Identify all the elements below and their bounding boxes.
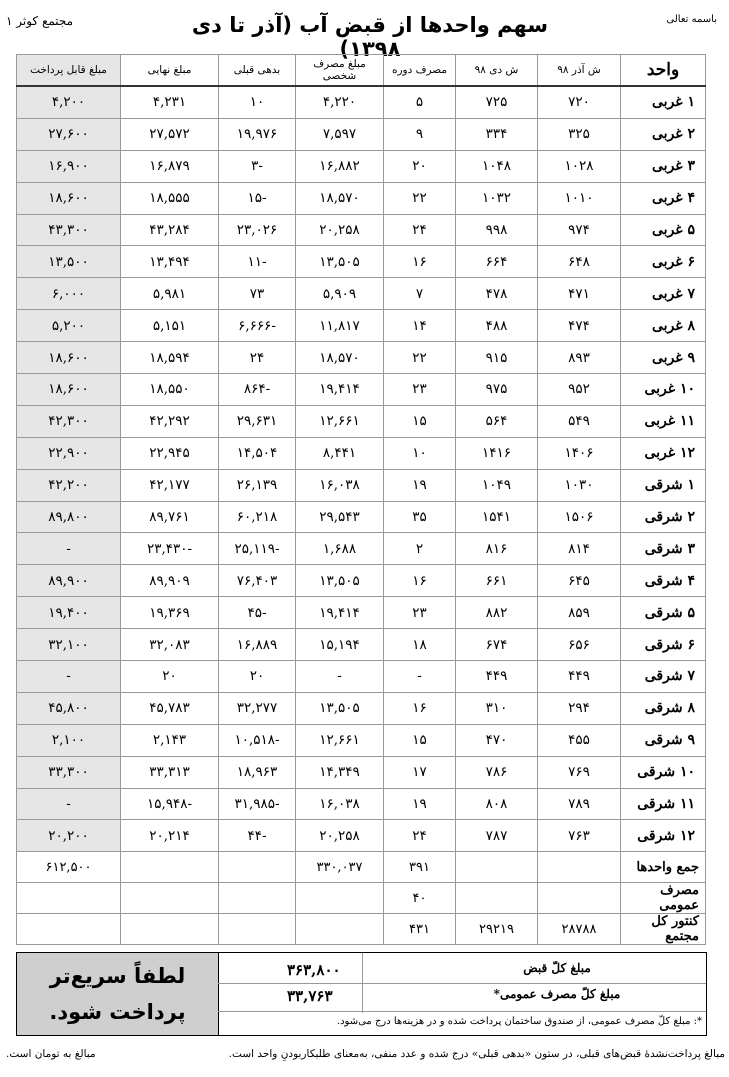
totals-row [17,852,706,883]
personal-amount-cell: ۵,۹۰۹ [296,278,384,310]
totals-cell [296,914,384,945]
azar-reading-cell: ۱۰۱۰ [538,182,621,214]
final-amount-cell: ۴۳,۲۸۴ [121,214,219,246]
table-row [17,214,706,246]
payable-amount-cell: ۲۲,۹۰۰ [17,437,121,469]
personal-amount-cell: ۱۳,۵۰۵ [296,565,384,597]
final-amount-cell: ۴,۲۳۱ [121,86,219,118]
dey-reading-cell: ۹۱۵ [456,342,538,374]
period-usage-cell: ۲۲ [384,182,456,214]
final-amount-cell: ۵,۹۸۱ [121,278,219,310]
final-amount-cell: -۲۳,۴۳۰ [121,533,219,565]
unit-cell: ۴ شرقی [621,565,706,597]
period-usage-cell: ۱۸ [384,629,456,661]
table-row [17,820,706,852]
totals-cell [121,883,219,914]
total-bill-value: ۳۶۳,۸۰۰ [287,961,341,979]
period-usage-cell: ۷ [384,278,456,310]
unit-cell: ۸ غربی [621,310,706,342]
dey-reading-cell: ۱۰۴۸ [456,150,538,182]
table-body [17,86,706,945]
personal-amount-cell: ۱۳,۵۰۵ [296,692,384,724]
azar-reading-cell: ۸۵۹ [538,597,621,629]
totals-cell [538,852,621,883]
table-row [17,724,706,756]
dey-reading-cell: ۱۰۳۲ [456,182,538,214]
table-row [17,405,706,437]
totals-cell: ۳۹۱ [384,852,456,883]
final-amount-cell: ۴۲,۱۷۷ [121,469,219,501]
period-usage-cell: ۵ [384,86,456,118]
unit-cell: ۵ غربی [621,214,706,246]
totals-cell: ۶۱۲,۵۰۰ [17,852,121,883]
divider [218,983,706,984]
previous-debt-cell: -۴۵ [219,597,296,629]
final-amount-cell: ۱۹,۳۶۹ [121,597,219,629]
payable-amount-cell: ۸۹,۸۰۰ [17,501,121,533]
column-header: بدهی قبلی [219,55,296,87]
divider [218,1011,706,1012]
personal-amount-cell: ۱۳,۵۰۵ [296,246,384,278]
unit-cell: ۲ غربی [621,118,706,150]
dey-reading-cell: ۴۷۰ [456,724,538,756]
totals-cell: ۲۸۷۸۸ [538,914,621,945]
previous-debt-cell: ۱۶,۸۸۹ [219,629,296,661]
column-header: ش آذر ۹۸ [538,55,621,87]
totals-cell [121,852,219,883]
totals-label: مصرف عمومی [621,883,706,914]
water-bill-table [16,54,706,945]
unit-cell: ۹ شرقی [621,724,706,756]
dey-reading-cell: ۴۷۸ [456,278,538,310]
personal-amount-cell: ۷,۵۹۷ [296,118,384,150]
previous-debt-cell: -۴۴ [219,820,296,852]
totals-cell: ۴۰ [384,883,456,914]
payable-amount-cell: ۳۲,۱۰۰ [17,629,121,661]
previous-debt-cell: ۷۳ [219,278,296,310]
totals-cell: ۴۳۱ [384,914,456,945]
personal-amount-cell: ۱۶,۸۸۲ [296,150,384,182]
period-usage-cell: ۱۹ [384,469,456,501]
period-usage-cell: - [384,661,456,693]
payable-amount-cell: - [17,533,121,565]
payable-amount-cell: ۲,۱۰۰ [17,724,121,756]
azar-reading-cell: ۱۵۰۶ [538,501,621,533]
payable-amount-cell: ۲۷,۶۰۰ [17,118,121,150]
totals-cell [17,914,121,945]
final-amount-cell: ۳۳,۳۱۳ [121,756,219,788]
personal-amount-cell: ۸,۴۴۱ [296,437,384,469]
dey-reading-cell: ۶۷۴ [456,629,538,661]
azar-reading-cell: ۴۷۱ [538,278,621,310]
dey-reading-cell: ۷۲۵ [456,86,538,118]
azar-reading-cell: ۴۵۵ [538,724,621,756]
azar-reading-cell: ۳۲۵ [538,118,621,150]
dey-reading-cell: ۶۶۱ [456,565,538,597]
debt-explanation: مبالغ پرداخت‌نشدهٔ قبض‌های قبلی، در ستون «بدهی قبلی» درج شده و عدد منفی، به‌معنای طلبکاربودنِ واحد است. [228,1048,725,1060]
column-header: واحد [621,55,706,87]
unit-cell: ۱ شرقی [621,469,706,501]
final-amount-cell: ۲۷,۵۷۲ [121,118,219,150]
totals-row [17,883,706,914]
column-header: مبلغ مصرف شخصی [296,55,384,87]
table-row [17,692,706,724]
final-amount-cell: ۲۲,۹۴۵ [121,437,219,469]
previous-debt-cell: -۸۶۴ [219,374,296,406]
previous-debt-cell: -۱۱ [219,246,296,278]
dey-reading-cell: ۷۸۷ [456,820,538,852]
final-amount-cell: ۵,۱۵۱ [121,310,219,342]
dey-reading-cell: ۹۹۸ [456,214,538,246]
previous-debt-cell: ۲۹,۶۳۱ [219,405,296,437]
table-row [17,629,706,661]
totals-cell [219,883,296,914]
azar-reading-cell: ۱۰۳۰ [538,469,621,501]
previous-debt-cell: -۲۵,۱۱۹ [219,533,296,565]
reminder-line: لطفاً سریع‌تر [49,964,186,988]
unit-cell: ۷ غربی [621,278,706,310]
personal-amount-cell: ۲۹,۵۴۳ [296,501,384,533]
final-amount-cell: ۱۸,۵۹۴ [121,342,219,374]
azar-reading-cell: ۵۴۹ [538,405,621,437]
period-usage-cell: ۱۵ [384,405,456,437]
payable-amount-cell: - [17,661,121,693]
period-usage-cell: ۱۶ [384,246,456,278]
table-row [17,310,706,342]
unit-cell: ۱۲ شرقی [621,820,706,852]
final-amount-cell: ۲,۱۴۳ [121,724,219,756]
table-row [17,374,706,406]
table-row [17,533,706,565]
previous-debt-cell: -۶,۶۶۶ [219,310,296,342]
azar-reading-cell: ۷۸۹ [538,788,621,820]
payable-amount-cell: - [17,788,121,820]
final-amount-cell: -۱۵,۹۴۸ [121,788,219,820]
unit-cell: ۱۱ شرقی [621,788,706,820]
dey-reading-cell: ۶۶۴ [456,246,538,278]
dey-reading-cell: ۴۴۹ [456,661,538,693]
table-row [17,182,706,214]
payable-amount-cell: ۱۸,۶۰۰ [17,374,121,406]
dey-reading-cell: ۸۸۲ [456,597,538,629]
unit-cell: ۸ شرقی [621,692,706,724]
payable-amount-cell: ۱۳,۵۰۰ [17,246,121,278]
payable-amount-cell: ۴,۲۰۰ [17,86,121,118]
personal-amount-cell: ۲۰,۲۵۸ [296,820,384,852]
payable-amount-cell: ۸۹,۹۰۰ [17,565,121,597]
payable-amount-cell: ۶,۰۰۰ [17,278,121,310]
period-usage-cell: ۱۵ [384,724,456,756]
personal-amount-cell: ۱۹,۴۱۴ [296,374,384,406]
final-amount-cell: ۱۸,۵۵۰ [121,374,219,406]
reminder-line: پرداخت شود. [49,1000,186,1024]
payment-reminder [17,953,219,1035]
previous-debt-cell: ۳۲,۲۷۷ [219,692,296,724]
dey-reading-cell: ۹۷۵ [456,374,538,406]
totals-cell [17,883,121,914]
unit-cell: ۱۰ غربی [621,374,706,406]
period-usage-cell: ۹ [384,118,456,150]
currency-note: مبالغ به تومان است. [6,1048,96,1060]
unit-cell: ۱۰ شرقی [621,756,706,788]
azar-reading-cell: ۶۴۵ [538,565,621,597]
column-header: ش دی ۹۸ [456,55,538,87]
totals-cell [456,852,538,883]
personal-amount-cell: ۴,۲۲۰ [296,86,384,118]
column-header: مصرف دوره [384,55,456,87]
azar-reading-cell: ۴۷۴ [538,310,621,342]
personal-amount-cell: ۱۶,۰۳۸ [296,788,384,820]
payable-amount-cell: ۳۳,۳۰۰ [17,756,121,788]
period-usage-cell: ۱۰ [384,437,456,469]
dey-reading-cell: ۷۸۶ [456,756,538,788]
page-title: سهم واحدها از قبض آب (آذر تا دی ۱۳۹۸) [191,13,549,61]
personal-amount-cell: ۱۸,۵۷۰ [296,182,384,214]
previous-debt-cell: ۱۰ [219,86,296,118]
payable-amount-cell: ۴۳,۳۰۰ [17,214,121,246]
personal-amount-cell: ۱۸,۵۷۰ [296,342,384,374]
previous-debt-cell: ۶۰,۲۱۸ [219,501,296,533]
previous-debt-cell: ۲۴ [219,342,296,374]
previous-debt-cell: -۳۱,۹۸۵ [219,788,296,820]
table-row [17,150,706,182]
final-amount-cell: ۴۲,۲۹۲ [121,405,219,437]
unit-cell: ۶ غربی [621,246,706,278]
personal-amount-cell: ۱,۶۸۸ [296,533,384,565]
personal-amount-cell: - [296,661,384,693]
final-amount-cell: ۲۰,۲۱۴ [121,820,219,852]
personal-amount-cell: ۱۴,۳۴۹ [296,756,384,788]
previous-debt-cell: ۲۳,۰۲۶ [219,214,296,246]
table-row [17,86,706,118]
unit-cell: ۱۱ غربی [621,405,706,437]
unit-cell: ۳ غربی [621,150,706,182]
previous-debt-cell: ۱۴,۵۰۴ [219,437,296,469]
previous-debt-cell: ۲۰ [219,661,296,693]
payable-amount-cell: ۴۲,۲۰۰ [17,469,121,501]
table-row [17,756,706,788]
table-row [17,469,706,501]
dey-reading-cell: ۱۰۴۹ [456,469,538,501]
unit-cell: ۱۲ غربی [621,437,706,469]
previous-debt-cell: ۷۶,۴۰۳ [219,565,296,597]
unit-cell: ۳ شرقی [621,533,706,565]
period-usage-cell: ۲۳ [384,597,456,629]
azar-reading-cell: ۷۶۳ [538,820,621,852]
header-row [17,55,706,87]
payable-amount-cell: ۱۹,۴۰۰ [17,597,121,629]
totals-row [17,914,706,945]
table-row [17,278,706,310]
final-amount-cell: ۳۲,۰۸۳ [121,629,219,661]
unit-cell: ۱ غربی [621,86,706,118]
previous-debt-cell: ۱۸,۹۶۳ [219,756,296,788]
azar-reading-cell: ۶۵۶ [538,629,621,661]
table-row [17,246,706,278]
table-row [17,342,706,374]
personal-amount-cell: ۱۹,۴۱۴ [296,597,384,629]
totals-cell [219,852,296,883]
personal-amount-cell: ۱۵,۱۹۴ [296,629,384,661]
public-usage-note: *: مبلغ کلّ مصرف عمومی، از صندوق ساختمان پرداخت شده و در هزینه‌ها درج می‌شود. [336,1016,702,1027]
dey-reading-cell: ۱۴۱۶ [456,437,538,469]
final-amount-cell: ۱۸,۵۵۵ [121,182,219,214]
unit-cell: ۵ شرقی [621,597,706,629]
azar-reading-cell: ۹۷۴ [538,214,621,246]
public-usage-value: ۳۳,۷۶۳ [287,987,333,1005]
unit-cell: ۴ غربی [621,182,706,214]
azar-reading-cell: ۶۴۸ [538,246,621,278]
totals-cell [456,883,538,914]
period-usage-cell: ۱۷ [384,756,456,788]
previous-debt-cell: ۱۹,۹۷۶ [219,118,296,150]
unit-cell: ۹ غربی [621,342,706,374]
payable-amount-cell: ۱۶,۹۰۰ [17,150,121,182]
table-row [17,501,706,533]
period-usage-cell: ۲ [384,533,456,565]
period-usage-cell: ۲۰ [384,150,456,182]
complex-name: مجتمع کوثر ۱ [6,14,74,28]
table-row [17,788,706,820]
totals-cell [121,914,219,945]
personal-amount-cell: ۱۶,۰۳۸ [296,469,384,501]
previous-debt-cell: -۳ [219,150,296,182]
totals-cell: ۲۹۲۱۹ [456,914,538,945]
payable-amount-cell: ۱۸,۶۰۰ [17,342,121,374]
column-header: مبلغ نهایی [121,55,219,87]
dey-reading-cell: ۳۳۴ [456,118,538,150]
personal-amount-cell: ۱۱,۸۱۷ [296,310,384,342]
payable-amount-cell: ۵,۲۰۰ [17,310,121,342]
dey-reading-cell: ۳۱۰ [456,692,538,724]
period-usage-cell: ۱۴ [384,310,456,342]
period-usage-cell: ۱۹ [384,788,456,820]
totals-cell [538,883,621,914]
table-row [17,437,706,469]
table-row [17,118,706,150]
period-usage-cell: ۲۴ [384,820,456,852]
azar-reading-cell: ۴۴۹ [538,661,621,693]
payable-amount-cell: ۴۲,۳۰۰ [17,405,121,437]
dey-reading-cell: ۱۵۴۱ [456,501,538,533]
previous-debt-cell: ۲۶,۱۳۹ [219,469,296,501]
totals-cell: ۳۳۰,۰۳۷ [296,852,384,883]
final-amount-cell: ۲۰ [121,661,219,693]
period-usage-cell: ۲۲ [384,342,456,374]
final-amount-cell: ۱۶,۸۷۹ [121,150,219,182]
final-amount-cell: ۸۹,۷۶۱ [121,501,219,533]
summary-box [16,952,707,1036]
period-usage-cell: ۳۵ [384,501,456,533]
table-row [17,597,706,629]
final-amount-cell: ۱۳,۴۹۴ [121,246,219,278]
payable-amount-cell: ۲۰,۲۰۰ [17,820,121,852]
personal-amount-cell: ۲۰,۲۵۸ [296,214,384,246]
basmala-text: باسمه تعالی [666,14,717,25]
column-header: مبلغ قابل پرداخت [17,55,121,87]
total-bill-label: مبلغ کلّ قبض [523,961,591,975]
public-usage-label: مبلغ کلّ مصرف عمومی* [493,987,621,1001]
personal-amount-cell: ۱۲,۶۶۱ [296,405,384,437]
azar-reading-cell: ۷۲۰ [538,86,621,118]
azar-reading-cell: ۱۴۰۶ [538,437,621,469]
period-usage-cell: ۲۴ [384,214,456,246]
personal-amount-cell: ۱۲,۶۶۱ [296,724,384,756]
previous-debt-cell: -۱۵ [219,182,296,214]
table-row [17,661,706,693]
totals-cell [219,914,296,945]
azar-reading-cell: ۲۹۴ [538,692,621,724]
azar-reading-cell: ۷۶۹ [538,756,621,788]
totals-label: کنتور کل مجتمع [621,914,706,945]
period-usage-cell: ۱۶ [384,692,456,724]
unit-cell: ۲ شرقی [621,501,706,533]
azar-reading-cell: ۸۱۴ [538,533,621,565]
dey-reading-cell: ۸۰۸ [456,788,538,820]
period-usage-cell: ۱۶ [384,565,456,597]
final-amount-cell: ۴۵,۷۸۳ [121,692,219,724]
previous-debt-cell: -۱۰,۵۱۸ [219,724,296,756]
totals-cell [296,883,384,914]
final-amount-cell: ۸۹,۹۰۹ [121,565,219,597]
unit-cell: ۷ شرقی [621,661,706,693]
dey-reading-cell: ۵۶۴ [456,405,538,437]
payable-amount-cell: ۴۵,۸۰۰ [17,692,121,724]
table-row [17,565,706,597]
azar-reading-cell: ۸۹۳ [538,342,621,374]
totals-label: جمع واحدها [621,852,706,883]
azar-reading-cell: ۹۵۲ [538,374,621,406]
azar-reading-cell: ۱۰۲۸ [538,150,621,182]
unit-cell: ۶ شرقی [621,629,706,661]
dey-reading-cell: ۴۸۸ [456,310,538,342]
period-usage-cell: ۲۳ [384,374,456,406]
dey-reading-cell: ۸۱۶ [456,533,538,565]
payable-amount-cell: ۱۸,۶۰۰ [17,182,121,214]
